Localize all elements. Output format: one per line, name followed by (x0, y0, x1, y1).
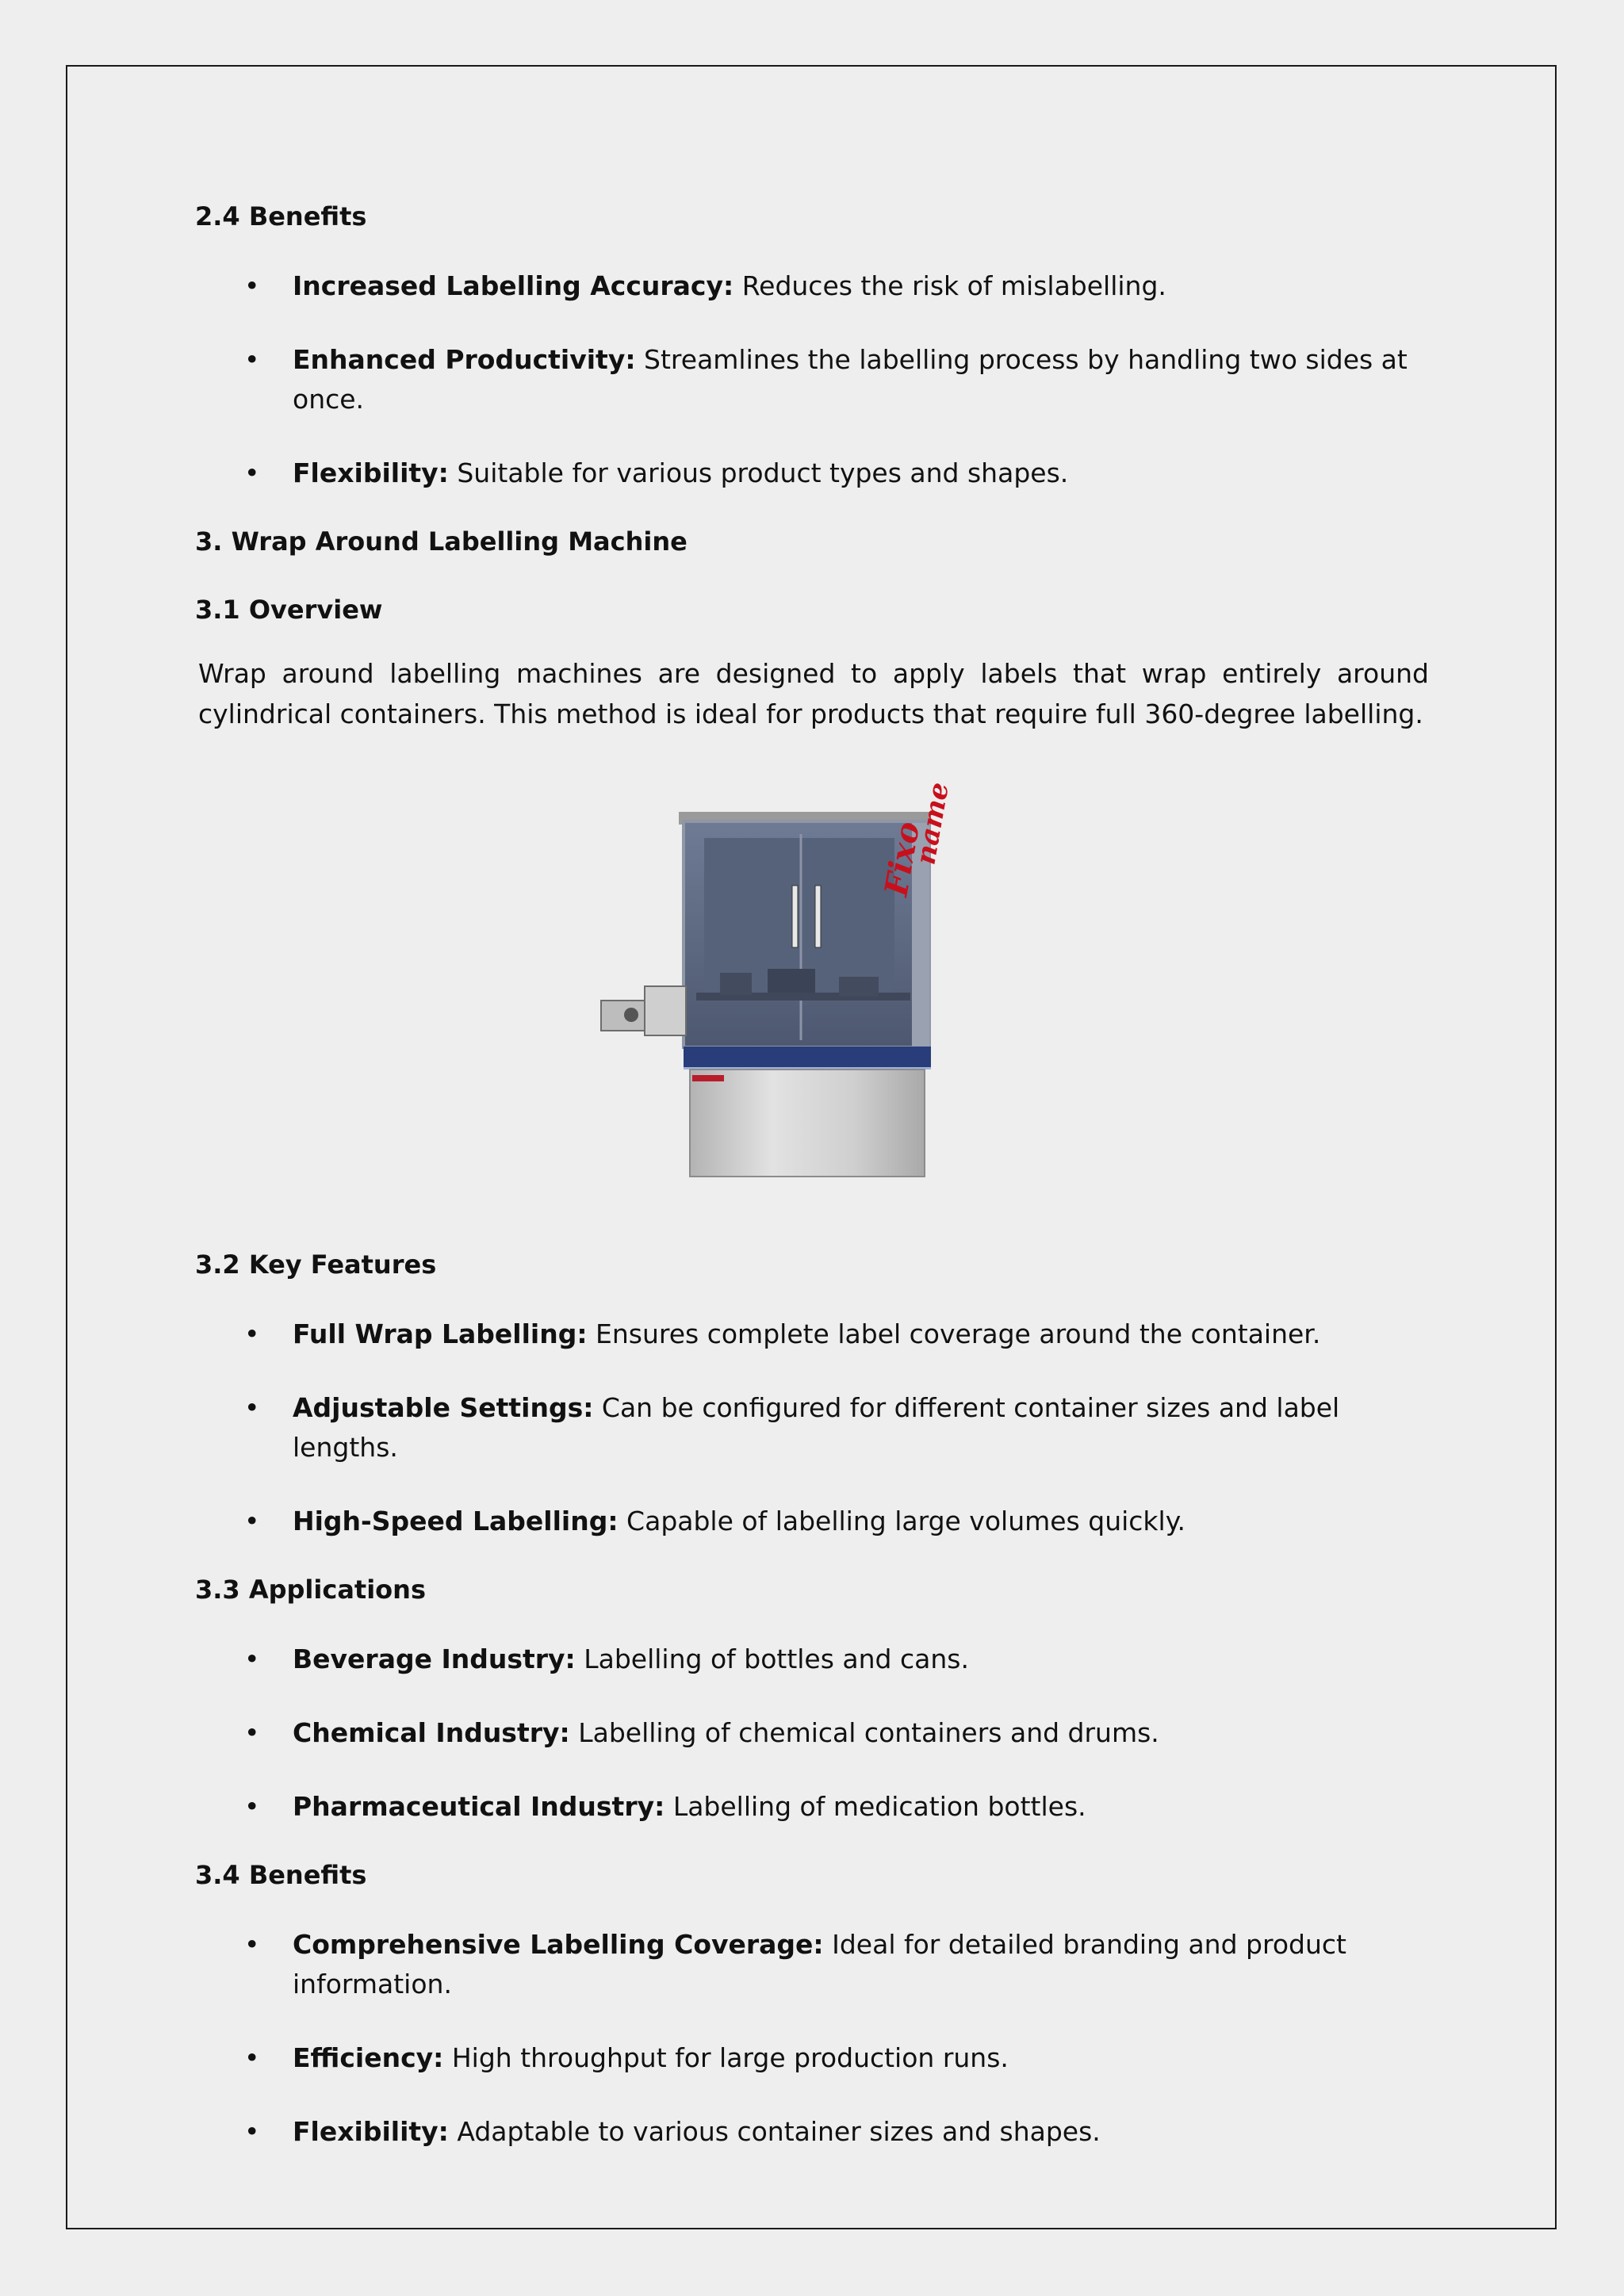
item-text: Can be configured for different container sizes and label lengths. (293, 1392, 1340, 1463)
list-item (195, 2112, 1429, 2152)
list-item (195, 1314, 1429, 1354)
benefits-34-list (195, 1925, 1429, 2152)
item-text: Adaptable to various container sizes and shapes. (448, 2116, 1101, 2147)
list-item (195, 1787, 1429, 1827)
list-item (195, 1640, 1429, 1679)
list-item (195, 2038, 1429, 2078)
item-term: Beverage Industry: (293, 1644, 576, 1674)
door-handle-left (792, 886, 798, 947)
item-term: Pharmaceutical Industry: (293, 1791, 665, 1822)
fixo-logo-line1: Fixo (877, 818, 928, 899)
bullet-glyph: • (244, 1506, 260, 1536)
list-item (195, 1713, 1429, 1753)
item-term: High-Speed Labelling: (293, 1506, 619, 1536)
item-term: Efficiency: (293, 2042, 444, 2073)
bullet-glyph: • (244, 2116, 260, 2147)
item-text: Labelling of medication bottles. (665, 1791, 1086, 1822)
item-term: Comprehensive Labelling Coverage: (293, 1929, 824, 1960)
features-32-list (195, 1314, 1429, 1541)
item-term: Enhanced Productivity: (293, 344, 636, 375)
heading-3-3-applications: 3.3 Applications (195, 1575, 426, 1605)
bullet-glyph: • (244, 457, 260, 488)
item-term: Full Wrap Labelling: (293, 1318, 588, 1349)
list-item (195, 340, 1429, 419)
conveyor-part (768, 969, 815, 993)
heading-2-4-benefits: 2.4 Benefits (195, 201, 367, 232)
item-term: Flexibility: (293, 2116, 449, 2147)
overview-paragraph: Wrap around labelling machines are designed to apply labels that wrap entirely around cylindrical containers. This method is ideal for products that require full 360-degree labelling. (198, 658, 1429, 729)
infeed-block (645, 986, 686, 1035)
item-text: Suitable for various product types and shapes. (448, 457, 1069, 488)
item-text: Labelling of bottles and cans. (575, 1644, 969, 1674)
item-term: Chemical Industry: (293, 1717, 570, 1748)
item-term: Increased Labelling Accuracy: (293, 270, 734, 301)
benefits-24-list (195, 266, 1429, 493)
bullet-glyph: • (244, 1717, 260, 1748)
bullet-glyph: • (244, 2042, 260, 2073)
heading-3-1-overview: 3.1 Overview (195, 595, 383, 625)
list-item (195, 453, 1429, 493)
item-text: Capable of labelling large volumes quickly. (618, 1506, 1186, 1536)
machine-badge (692, 1075, 724, 1081)
item-term: Flexibility: (293, 457, 449, 488)
list-item (195, 1925, 1429, 2004)
applications-33-list (195, 1640, 1429, 1827)
bullet-glyph: • (244, 344, 260, 375)
machine-blue-band (684, 1047, 931, 1067)
item-text: High throughput for large production runs. (443, 2042, 1009, 2073)
conveyor-part (839, 977, 879, 997)
door-handle-right (815, 886, 821, 947)
infeed-knob (624, 1008, 638, 1022)
list-item (195, 266, 1429, 306)
item-text: Ensures complete label coverage around the container. (587, 1318, 1321, 1349)
machine-steel-base (690, 1070, 925, 1177)
list-item (195, 1388, 1429, 1468)
bullet-glyph: • (244, 270, 260, 301)
heading-3-2-key-features: 3.2 Key Features (195, 1249, 437, 1280)
heading-3-wrap-around: 3. Wrap Around Labelling Machine (195, 526, 688, 557)
item-text: Reduces the risk of mislabelling. (733, 270, 1166, 301)
conveyor-part (720, 973, 752, 995)
bullet-glyph: • (244, 1318, 260, 1349)
item-text: Ideal for detailed branding and product information. (293, 1929, 1346, 1999)
labelling-machine-image (601, 779, 956, 1183)
bullet-glyph: • (244, 1392, 260, 1423)
machine-illustration (601, 779, 956, 1183)
document-content (195, 197, 1429, 2180)
item-text: Labelling of chemical containers and drums. (569, 1717, 1159, 1748)
item-term: Adjustable Settings: (293, 1392, 594, 1423)
bullet-glyph: • (244, 1929, 260, 1960)
item-text: Streamlines the labelling process by handling two sides at once. (293, 344, 1408, 415)
list-item (195, 1502, 1429, 1541)
heading-3-4-benefits: 3.4 Benefits (195, 1860, 367, 1890)
bullet-glyph: • (244, 1644, 260, 1674)
bullet-glyph: • (244, 1791, 260, 1822)
fixo-logo-line2: name (910, 779, 956, 867)
